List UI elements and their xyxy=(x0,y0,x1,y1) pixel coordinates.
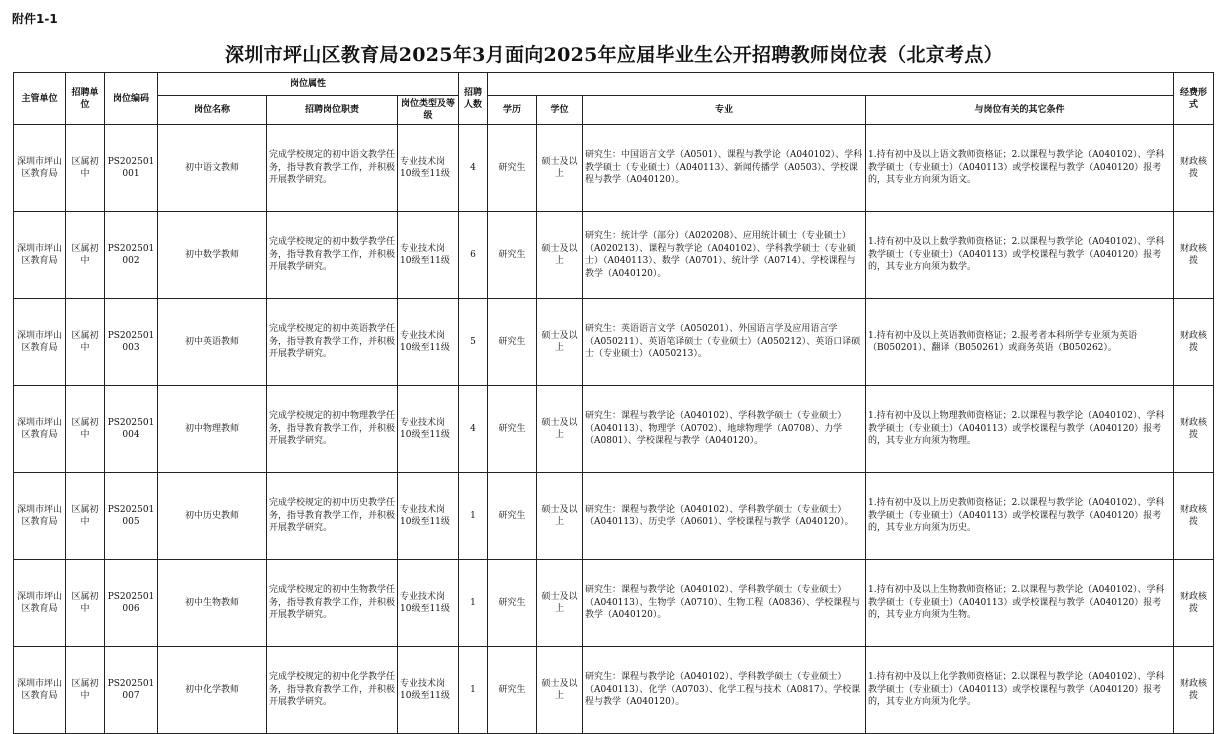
cell-funding: 财政核拨 xyxy=(1174,386,1214,473)
cell-employer: 区属初中 xyxy=(66,212,105,299)
cell-duty: 完成学校规定的初中语文教学任务，指导教育教学工作，并积极开展教学研究。 xyxy=(267,125,398,212)
cell-code: PS202501004 xyxy=(105,386,158,473)
cell-code: PS202501007 xyxy=(105,647,158,734)
cell-count: 5 xyxy=(459,299,488,386)
cell-type: 专业技术岗10级至11级 xyxy=(398,647,459,734)
cell-major: 研究生：课程与教学论（A040102）、学科教学硕士（专业硕士）（A040113）、物理学（A0702）、地球物理学（A0708）、力学（A0801）、学校课程与教学（A040120）。 xyxy=(583,386,866,473)
table-row xyxy=(14,299,1214,386)
table-row xyxy=(14,212,1214,299)
cell-title-deg: 硕士及以上 xyxy=(537,125,583,212)
cell-title-deg: 硕士及以上 xyxy=(537,212,583,299)
cell-conditions: 1.持有初中及以上语文教师资格证；2.以课程与教学论（A040102）、学科教学硕士（专业硕士）（A040113）或学校课程与教学（A040120）报考的，其专业方向须为语文。 xyxy=(866,125,1174,212)
cell-employer: 区属初中 xyxy=(66,473,105,560)
cell-duty: 完成学校规定的初中英语教学任务，指导教育教学工作，并积极开展教学研究。 xyxy=(267,299,398,386)
cell-major: 研究生：中国语言文学（A0501）、课程与教学论（A040102）、学科教学硕士（专业硕士）（A040113）、新闻传播学（A0503）、学校课程与教学（A040120）。 xyxy=(583,125,866,212)
header-name: 岗位名称 xyxy=(158,96,267,125)
cell-unit: 深圳市坪山区教育局 xyxy=(14,212,66,299)
cell-conditions: 1.持有初中及以上化学教师资格证；2.以课程与教学论（A040102）、学科教学硕士（专业硕士）（A040113）或学校课程与教学（A040120）报考的，其专业方向须为化学。 xyxy=(866,647,1174,734)
cell-conditions: 1.持有初中及以上历史教师资格证；2.以课程与教学论（A040102）、学科教学硕士（专业硕士）（A040113）或学校课程与教学（A040120）报考的，其专业方向须为历史。 xyxy=(866,473,1174,560)
cell-title-deg: 硕士及以上 xyxy=(537,299,583,386)
cell-unit: 深圳市坪山区教育局 xyxy=(14,473,66,560)
cell-name: 初中化学教师 xyxy=(158,647,267,734)
cell-name: 初中生物教师 xyxy=(158,560,267,647)
cell-duty: 完成学校规定的初中物理教学任务，指导教育教学工作，并积极开展教学研究。 xyxy=(267,386,398,473)
table-row xyxy=(14,386,1214,473)
table-row xyxy=(14,647,1214,734)
cell-conditions: 1.持有初中及以上物理教师资格证；2.以课程与教学论（A040102）、学科教学硕士（专业硕士）（A040113）或学校课程与教学（A040120）报考的，其专业方向须为物理。 xyxy=(866,386,1174,473)
cell-name: 初中物理教师 xyxy=(158,386,267,473)
cell-funding: 财政核拨 xyxy=(1174,647,1214,734)
cell-funding: 财政核拨 xyxy=(1174,125,1214,212)
header-attr-group: 岗位属性 xyxy=(158,73,459,96)
cell-conditions: 1.持有初中及以上英语教师资格证；2.报考者本科所学专业须为英语（B050201）、翻译（B050261）或商务英语（B050262）。 xyxy=(866,299,1174,386)
table-row xyxy=(14,560,1214,647)
cell-name: 初中数学教师 xyxy=(158,212,267,299)
cell-code: PS202501005 xyxy=(105,473,158,560)
cell-unit: 深圳市坪山区教育局 xyxy=(14,386,66,473)
header-degree: 学历 xyxy=(488,96,537,125)
cell-major: 研究生：英语语言文学（A050201）、外国语言学及应用语言学（A050211）、英语笔译硕士（专业硕士）（A050212）、英语口译硕士（专业硕士）（A050213）。 xyxy=(583,299,866,386)
cell-employer: 区属初中 xyxy=(66,560,105,647)
table-row xyxy=(14,473,1214,560)
header-duty: 招聘岗位职责 xyxy=(267,96,398,125)
header-major: 专业 xyxy=(583,96,866,125)
cell-major: 研究生：统计学（部分）（A020208）、应用统计硕士（专业硕士）（A020213）、课程与教学论（A040102）、学科教学硕士（专业硕士）（A040113）、数学（A0701）、统计学（A0714）、学校课程与教学（A040120）。 xyxy=(583,212,866,299)
cell-major: 研究生：课程与教学论（A040102）、学科教学硕士（专业硕士）（A040113）、历史学（A0601）、学校课程与教学（A040120）。 xyxy=(583,473,866,560)
cell-title-deg: 硕士及以上 xyxy=(537,647,583,734)
cell-unit: 深圳市坪山区教育局 xyxy=(14,647,66,734)
cell-duty: 完成学校规定的初中历史教学任务，指导教育教学工作，并积极开展教学研究。 xyxy=(267,473,398,560)
header-employer: 招聘单位 xyxy=(66,73,105,125)
cell-code: PS202501003 xyxy=(105,299,158,386)
cell-funding: 财政核拨 xyxy=(1174,560,1214,647)
cell-count: 1 xyxy=(459,473,488,560)
cell-employer: 区属初中 xyxy=(66,386,105,473)
header-conditions: 与岗位有关的其它条件 xyxy=(866,96,1174,125)
header-funding: 经费形式 xyxy=(1174,73,1214,125)
cell-name: 初中语文教师 xyxy=(158,125,267,212)
cell-degree: 研究生 xyxy=(488,473,537,560)
cell-type: 专业技术岗10级至11级 xyxy=(398,560,459,647)
cell-type: 专业技术岗10级至11级 xyxy=(398,473,459,560)
header-type: 岗位类型及等级 xyxy=(398,96,459,125)
header-blank-group xyxy=(488,73,1174,96)
cell-type: 专业技术岗10级至11级 xyxy=(398,212,459,299)
cell-type: 专业技术岗10级至11级 xyxy=(398,299,459,386)
cell-count: 6 xyxy=(459,212,488,299)
cell-title-deg: 硕士及以上 xyxy=(537,386,583,473)
cell-unit: 深圳市坪山区教育局 xyxy=(14,125,66,212)
cell-funding: 财政核拨 xyxy=(1174,473,1214,560)
cell-degree: 研究生 xyxy=(488,386,537,473)
cell-count: 1 xyxy=(459,647,488,734)
cell-major: 研究生：课程与教学论（A040102）、学科教学硕士（专业硕士）（A040113）、生物学（A0710）、生物工程（A0836）、学校课程与教学（A040120）。 xyxy=(583,560,866,647)
cell-type: 专业技术岗10级至11级 xyxy=(398,386,459,473)
recruitment-table xyxy=(13,72,1214,734)
cell-title-deg: 硕士及以上 xyxy=(537,560,583,647)
cell-funding: 财政核拨 xyxy=(1174,212,1214,299)
header-unit: 主管单位 xyxy=(14,73,66,125)
header-code: 岗位编码 xyxy=(105,73,158,125)
table-row xyxy=(14,125,1214,212)
header-count: 招聘人数 xyxy=(459,73,488,125)
cell-code: PS202501002 xyxy=(105,212,158,299)
cell-degree: 研究生 xyxy=(488,299,537,386)
cell-name: 初中历史教师 xyxy=(158,473,267,560)
cell-employer: 区属初中 xyxy=(66,299,105,386)
cell-funding: 财政核拨 xyxy=(1174,299,1214,386)
cell-employer: 区属初中 xyxy=(66,647,105,734)
cell-title-deg: 硕士及以上 xyxy=(537,473,583,560)
cell-degree: 研究生 xyxy=(488,647,537,734)
cell-unit: 深圳市坪山区教育局 xyxy=(14,299,66,386)
cell-major: 研究生：课程与教学论（A040102）、学科教学硕士（专业硕士）（A040113）、化学（A0703）、化学工程与技术（A0817）、学校课程与教学（A040120）。 xyxy=(583,647,866,734)
cell-code: PS202501001 xyxy=(105,125,158,212)
cell-unit: 深圳市坪山区教育局 xyxy=(14,560,66,647)
cell-degree: 研究生 xyxy=(488,560,537,647)
cell-duty: 完成学校规定的初中化学教学任务，指导教育教学工作，并积极开展教学研究。 xyxy=(267,647,398,734)
annex-label: 附件1-1 xyxy=(12,12,58,26)
cell-type: 专业技术岗10级至11级 xyxy=(398,125,459,212)
cell-employer: 区属初中 xyxy=(66,125,105,212)
cell-code: PS202501006 xyxy=(105,560,158,647)
cell-name: 初中英语教师 xyxy=(158,299,267,386)
cell-count: 4 xyxy=(459,386,488,473)
cell-duty: 完成学校规定的初中生物教学任务，指导教育教学工作，并积极开展教学研究。 xyxy=(267,560,398,647)
cell-degree: 研究生 xyxy=(488,212,537,299)
header-title-deg: 学位 xyxy=(537,96,583,125)
cell-count: 1 xyxy=(459,560,488,647)
cell-count: 4 xyxy=(459,125,488,212)
cell-duty: 完成学校规定的初中数学教学任务，指导教育教学工作，并积极开展教学研究。 xyxy=(267,212,398,299)
page-title: 深圳市坪山区教育局2025年3月面向2025年应届毕业生公开招聘教师岗位表（北京考点） xyxy=(225,44,1003,66)
cell-conditions: 1.持有初中及以上数学教师资格证；2.以课程与教学论（A040102）、学科教学硕士（专业硕士）（A040113）或学校课程与教学（A040120）报考的，其专业方向须为数学。 xyxy=(866,212,1174,299)
cell-degree: 研究生 xyxy=(488,125,537,212)
cell-conditions: 1.持有初中及以上生物教师资格证；2.以课程与教学论（A040102）、学科教学硕士（专业硕士）（A040113）或学校课程与教学（A040120）报考的，其专业方向须为生物。 xyxy=(866,560,1174,647)
